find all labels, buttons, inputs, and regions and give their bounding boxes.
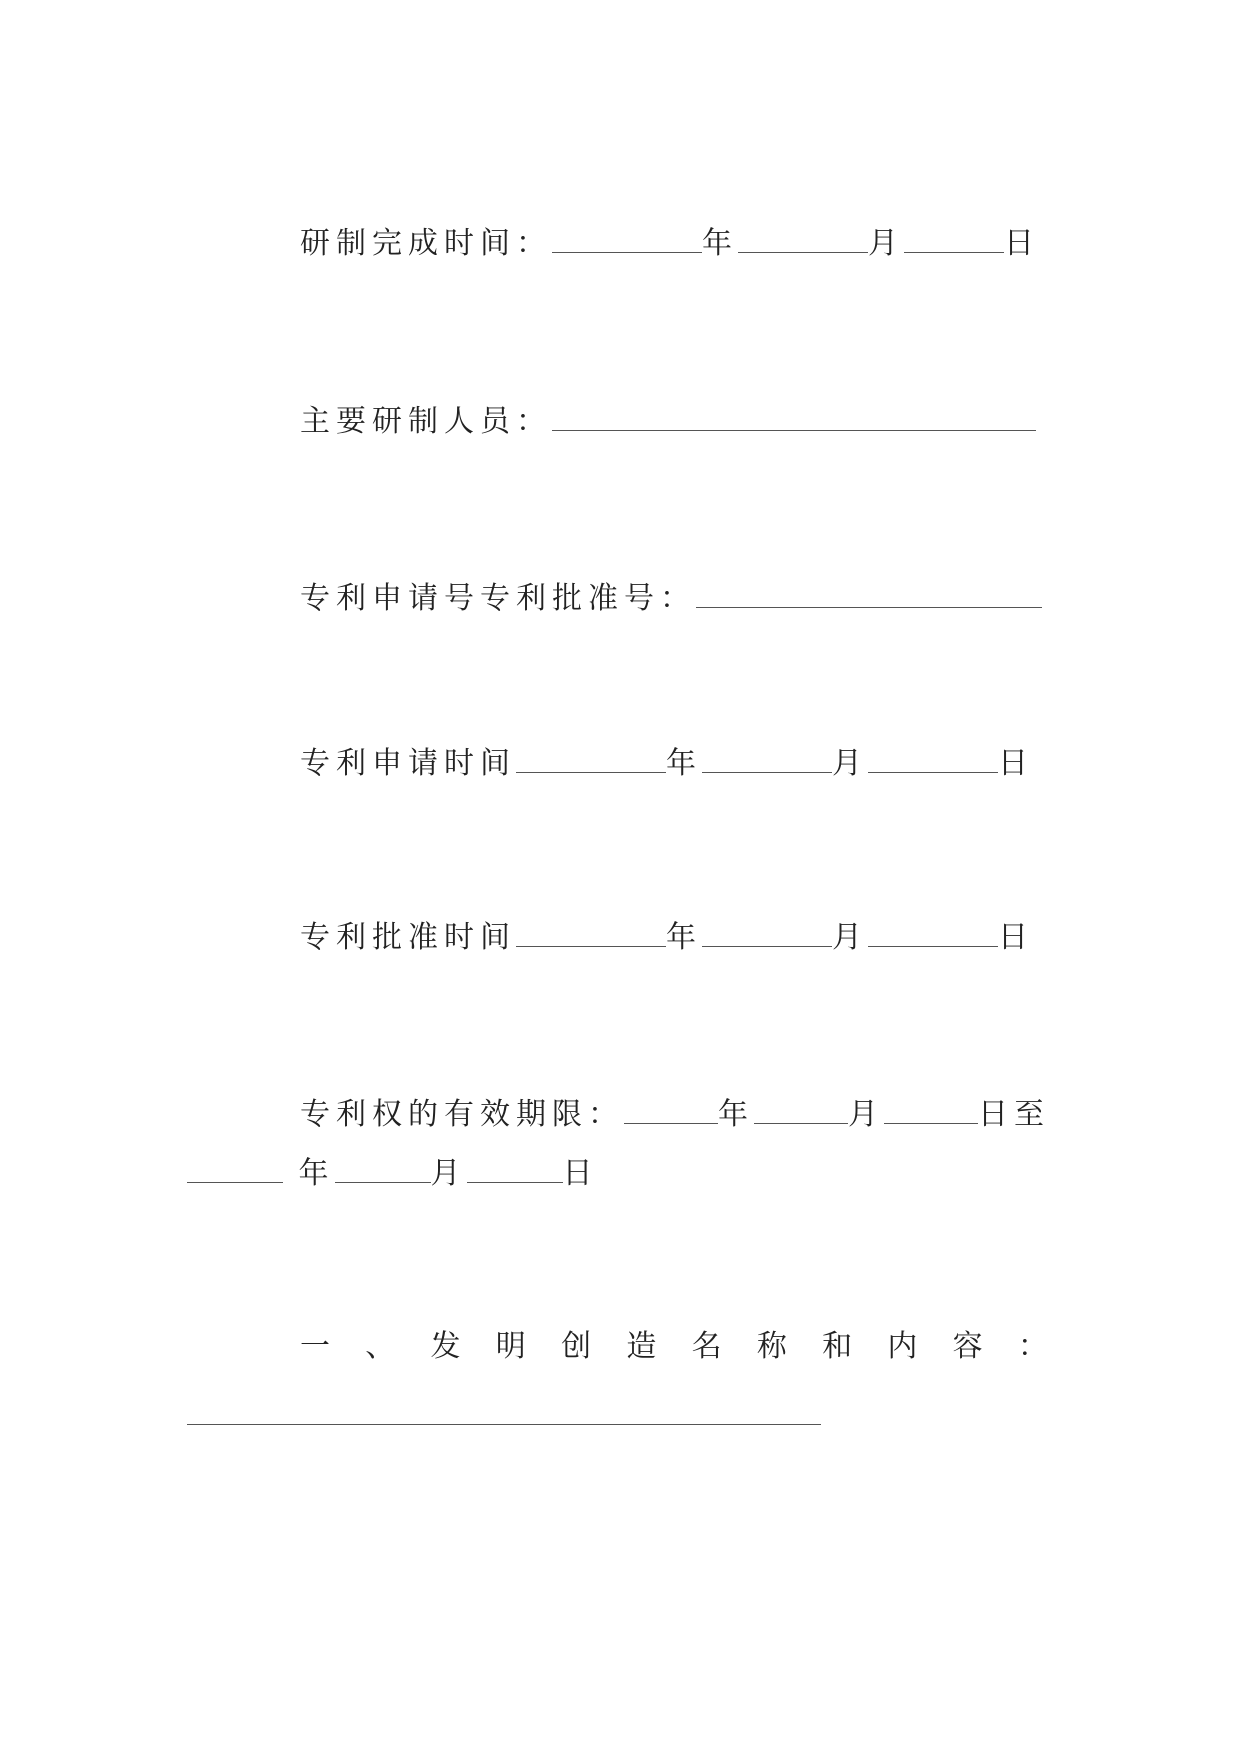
month-label: 月 [430, 1156, 467, 1191]
completion-time-line [300, 224, 1040, 264]
year-label: 年 [718, 1097, 754, 1132]
month-label: 月 [848, 1097, 884, 1132]
month-blank[interactable] [702, 744, 832, 773]
heading-char: 明 [495, 1329, 526, 1364]
heading-char: 和 [822, 1329, 853, 1364]
section-one-heading [300, 1327, 1048, 1367]
heading-char: 称 [756, 1329, 787, 1364]
day-label: 日 [998, 746, 1034, 781]
heading-char: 一 [300, 1329, 330, 1364]
heading-char: 创 [561, 1329, 592, 1364]
year-blank[interactable] [552, 224, 702, 253]
application-time-line [300, 744, 1034, 784]
day-to-label: 日至 [978, 1097, 1050, 1132]
day-blank[interactable] [904, 224, 1004, 253]
patent-numbers-line [300, 579, 1042, 619]
heading-char: 发 [430, 1329, 461, 1364]
heading-char: 、 [365, 1329, 396, 1364]
validity-line-continued [187, 1154, 599, 1194]
main-personnel-line [300, 402, 1036, 442]
month-blank[interactable] [702, 918, 832, 947]
year-label: 年 [666, 920, 702, 955]
patent-numbers-label: 专利申请号专利批准号： [300, 581, 696, 616]
end-month-blank[interactable] [335, 1154, 431, 1183]
application-time-label: 专利申请时间 [300, 746, 516, 781]
month-blank[interactable] [738, 224, 868, 253]
day-blank[interactable] [868, 744, 998, 773]
heading-char: 造 [626, 1329, 657, 1364]
approval-time-line [300, 918, 1034, 958]
heading-char: 容 [952, 1329, 983, 1364]
validity-label: 专利权的有效期限： [300, 1097, 624, 1132]
start-day-blank[interactable] [884, 1095, 978, 1124]
year-label: 年 [298, 1156, 335, 1191]
month-label: 月 [832, 920, 868, 955]
main-personnel-label: 主要研制人员： [300, 404, 552, 439]
month-label: 月 [832, 746, 868, 781]
day-label: 日 [998, 920, 1034, 955]
patent-numbers-blank[interactable] [696, 579, 1042, 608]
year-label: 年 [702, 226, 738, 261]
year-label: 年 [666, 746, 702, 781]
year-blank[interactable] [516, 918, 666, 947]
validity-line [300, 1095, 1050, 1135]
day-label: 日 [1004, 226, 1040, 261]
start-year-blank[interactable] [624, 1095, 718, 1124]
heading-char: 内 [887, 1329, 918, 1364]
end-day-blank[interactable] [467, 1154, 563, 1183]
day-label: 日 [562, 1156, 599, 1191]
day-blank[interactable] [868, 918, 998, 947]
month-label: 月 [868, 226, 904, 261]
section-one-content-blank[interactable] [187, 1394, 821, 1425]
completion-time-label: 研制完成时间： [300, 226, 552, 261]
end-year-blank[interactable] [187, 1154, 283, 1183]
approval-time-label: 专利批准时间 [300, 920, 516, 955]
start-month-blank[interactable] [754, 1095, 848, 1124]
heading-char: 名 [691, 1329, 722, 1364]
heading-char: ： [1017, 1329, 1048, 1364]
year-blank[interactable] [516, 744, 666, 773]
personnel-blank[interactable] [552, 402, 1036, 431]
